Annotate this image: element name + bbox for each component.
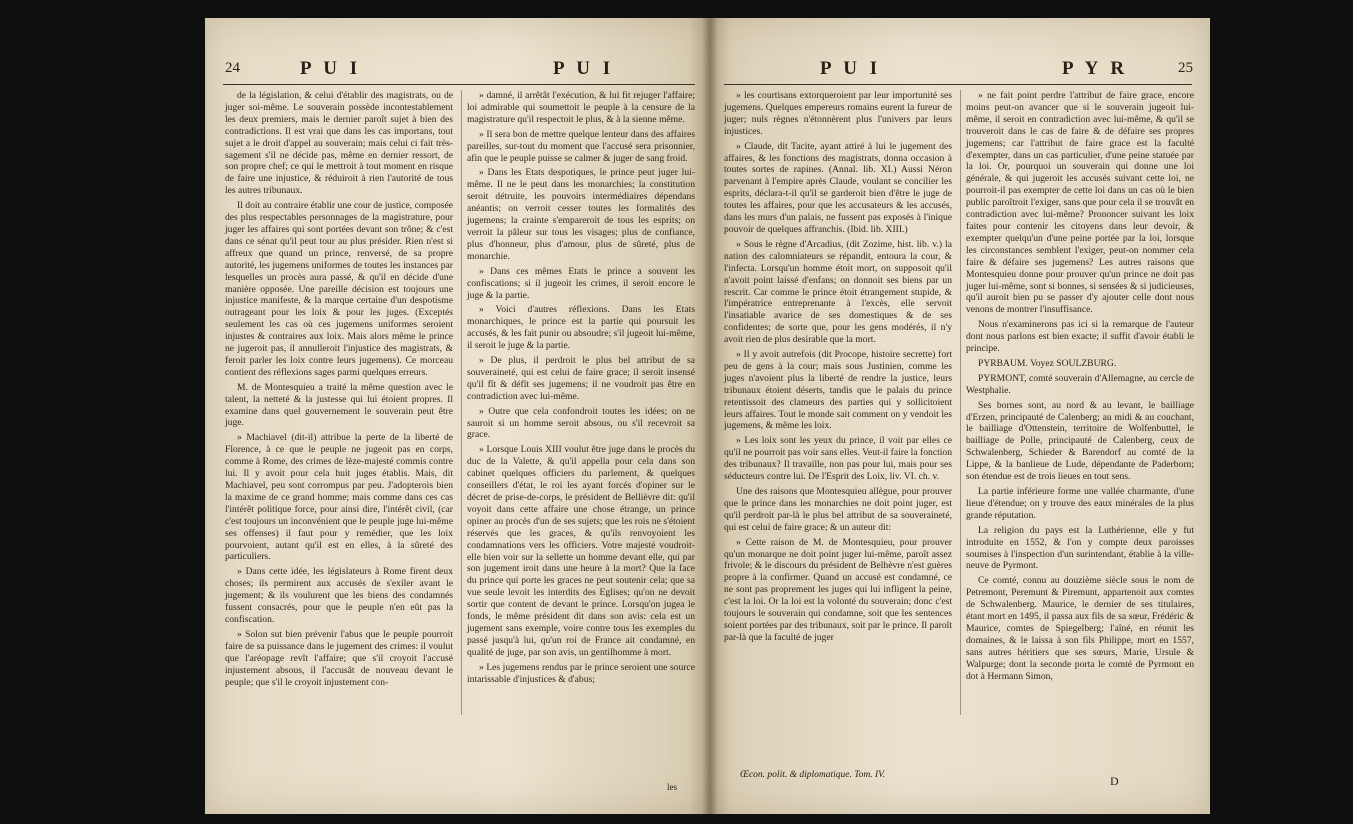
paragraph: M. de Montesquieu a traité la même question avec le talent, la netteté & la justesse qui lui étoient propres. Il examine dans quel gouvernement le souverain peut être juge. <box>225 381 453 429</box>
paragraph: » Dans cette idée, les législateurs à Rome firent deux choses; ils permirent aux accusés de s'exiler avant le jugement; & ils voulurent que les biens des condamnés fussent consacrés, pour que le peuple n'en eût pas la confiscation. <box>225 566 453 626</box>
paragraph: Nous n'examinerons pas ici si la remarque de l'auteur dont nous parlons est bien exacte; il suffit d'avoir établi le principe. <box>966 319 1194 355</box>
head-rule-right <box>724 84 1192 85</box>
left-column-2 <box>467 90 695 689</box>
paragraph: » damné, il arrêtât l'exécution, & lui fit rejuger l'affaire; loi admirable qui soumettoit le peuple à la censure de la magistrature qu'il respectoit le plus, & à la sienne même. <box>467 90 695 126</box>
paragraph: » Machiavel (dit-il) attribue la perte de la liberté de Florence, à ce que le peuple ne jugeoit pas en corps, comme à Rome, des crimes de lèze-majesté commis contre lui. Il y avoit pour cela huit juges établis. Mais, dit Machiavel, peu sont corrompus par peu. J'adopterois bien la maxime de ce grand homme; mais comme dans ces cas l'intérêt politique force, pour ainsi dire, l'intérêt civil, (car c'est toujours un inconvénient que le peuple juge lui-même ses offenses) il faut pour y remédier, que les loix pourvoient, autant qu'il est en elles, à la sûreté des particuliers. <box>225 432 453 563</box>
paragraph: La partie inférieure forme une vallée charmante, d'une lieue d'étendue; on y trouve des eaux minérales de la plus grande réputation. <box>966 486 1194 521</box>
left-column-1 <box>225 90 453 691</box>
paragraph: » Lorsque Louis XIII voulut être juge dans le procès du duc de la Valette, & qu'il appella pour cela dans son cabinet quelques officiers du parlement, & quelques conseillers d'état, le roi les ayant forcés d'opiner sur le décret de prise-de-corps, le président de Bellièvre dit: qu'il voyoit dans cette affaire une chose étrange, un prince opiner au procès d'un de ses sujets; que les rois ne s'étoient réservés que les graces, & qu'ils renvoyoient les condamnations vers les officiers. Votre majesté voudroit-elle bien voir sur la sellette un homme devant elle, qui par son jugement iroit dans une heure à la mort? Que la face du prince qui porte les graces ne peut soutenir cela; que sa vue seule levoit les interdits des Eglises; qu'on ne devoit sortir que content de devant le prince. Lorsqu'on jugea le fonds, le même président dit dans son avis: cela est un jugement sans exemple, voire contre tous les exemples du passé jusqu'à lui, qu'un roi de France ait condamné, en qualité de juge, par son avis, un gentilhomme à mort. <box>467 444 695 658</box>
running-head-right-col1: P U I <box>820 58 882 79</box>
page-number-right: 25 <box>1178 60 1193 76</box>
paragraph: PYRMONT, comté souverain d'Allemagne, au cercle de Westphalie. <box>966 372 1194 396</box>
page-stack-right <box>1208 24 1210 808</box>
paragraph: Une des raisons que Montesquieu allègue, pour prouver que le prince dans les monarchies ne doit point juger, est qu'il perdroit par-là le plus bel attribut de sa souveraineté, qui est celui de faire grace; & un auteur dit: <box>724 486 952 533</box>
page-stack-left <box>205 24 207 808</box>
paragraph: La religion du pays est la Luthérienne, elle y fut introduite en 1552, & l'on y compte deux paroisses soumises à l'inspection d'un surintendant, établie à la ville-neuve de Pyrmont. <box>966 524 1194 572</box>
paragraph: » les courtisans extorqueroient par leur importunité ses jugemens. Quelques empereurs romains eurent la fureur de juger; nuls règnes n'étonnèrent plus l'univers par leurs injustices. <box>724 90 952 138</box>
left-page <box>205 18 710 814</box>
paragraph: de la législation, & celui d'établir des magistrats, ou de juger soi-même. Le souverain possède incontestablement les deux premiers, mais le dernier paroît sujet à bien des contradictions. Il est vrai que dans les cas importans, tout sujet a le droit d'appel au souverain; mais celui ci fait très-sagement s'il ne décide pas, même en dernier ressort, de son propre chef; ce qui le mettroit à tout moment en risque de faire une injustice, & réduiroit à rien l'autorité de tous les autres tribunaux. <box>225 90 453 197</box>
right-column-1 <box>724 90 952 647</box>
catchword: les <box>667 782 677 792</box>
column-divider-right <box>960 90 961 715</box>
paragraph: » Dans ces mêmes Etats le prince a souvent les confiscations; si il jugeoit les crimes, il seroit encore le juge & la partie. <box>467 266 695 302</box>
paragraph: » Sous le règne d'Arcadius, (dit Zozime, hist. lib. v.) la nation des calomniateurs se répandit, entoura la cour, & l'infecta. Lorsqu'un homme étoit mort, on supposoit qu'il n'avoit point laissé d'enfans; on donnoit ses biens par un rescrit. Car comme le prince étoit étrangement stupide, & l'impératrice entreprenante à l'excès, elle servoit l'insatiable avarice de ses domestiques & de ses confidentes; de sorte que, pour les gens modérés, il n'y avoit rien de plus desirable que la mort. <box>724 239 952 346</box>
right-page <box>710 18 1210 814</box>
paragraph: » Les loix sont les yeux du prince, il voit par elles ce qu'il ne pourroit pas voir sans elles. Veut-il faire la fonction des tribunaux? Il travaille, non pas pour lui, mais pour ses séducteurs contre lui. De l'Esprit des Loix, liv. VI. ch. v. <box>724 435 952 483</box>
paragraph: » Outre que cela confondroit toutes les idées; on ne sauroit si un homme seroit absous, ou s'il recevroit sa grace. <box>467 406 695 442</box>
paragraph: » Les jugemens rendus par le prince seroient une source intarissable d'injustices & d'abus; <box>467 662 695 686</box>
paragraph: » Voici d'autres réflexions. Dans les Etats monarchiques, le prince est la partie qui poursuit les accusés, & les fait punir ou absoudre; s'il jugeoit lui-même, il seroit le juge & la partie. <box>467 304 695 352</box>
paragraph: Ce comté, connu au douzième siècle sous le nom de Petremont, Peremunt & Piremunt, appartenoit aux comtes de Schwalenberg. Maurice, le dernier de ses titulaires, étant mort en 1495, il passa aux fils de sa sœur, Frédéric & Maurice, comtes de Spiegelberg; l'aîné, en réunit les domaines, & le laissa à son fils Philippe, mort en 1557, sans autres héritiers que ses sœurs, Marie, Ursule & Walpurge; dont la seconde porta le comté de Pyrmont en dot à Hermann Simon, <box>966 575 1194 682</box>
footer-note: Œcon. polit. & diplomatique. Tom. IV. <box>740 770 886 780</box>
paragraph: Il doit au contraire établir une cour de justice, composée des plus respectables personnages de la magistrature, pour juger les affaires qui sont portées devant son trône; & c'est dans ce sénat qu'il peut tour au plus présider. Rien n'est si affreux que quand un prince, renversé, de sa propre autorité, les jugemens uniformes de toutes les instances par lesquelles un procès aura passé, & qu'il en décide d'une manière opposée. Une pareille décision est toujours une injustice manifeste, & la marque certaine d'un despotisme outrageant pour les loix & pour les juges. (Exceptés seulement les cas où ces jugemens uniformes seroient injustes & contraires aux loix. Mais alors même le prince ne jugeroit pas, il annulleroit l'injustice des magistrats, & feroit parler les loix contre leurs jugemens). Ce morceau contient des réflexions sages parmi quelques erreurs. <box>225 200 453 378</box>
paragraph: » Solon sut bien prévenir l'abus que le peuple pourroit faire de sa puissance dans le jugement des crimes: il voulut que l'aréopage revît l'affaire; que s'il croyoit l'accusé injustement absous, il l'accusât de nouveau devant le peuple; que s'il le croyoit injustement con- <box>225 629 453 689</box>
paragraph: » Cette raison de M. de Montesquieu, pour prouver qu'un monarque ne doit point juger lui-même, paroît assez frivole; & le discours du président de Belhèvre n'est guères propre à la confirmer. Quand un accusé est condamné, ce ne sont pas proprement les juges qui lui infligent la peine, c'est la loi. Or la loi est la volonté du souverain; donc c'est toujours le souverain qui condamne, soit que les sentences soient portées par des tribunaux, soit par le prince. Il paroît par-là que la faculté de juger <box>724 537 952 644</box>
column-divider-left <box>461 90 462 715</box>
running-head-left-col1: P U I <box>300 58 362 79</box>
paragraph: » Dans les Etats despotiques, le prince peut juger lui-même. Il ne le peut dans les monarchies; la constitution seroit détruite, les pouvoirs intermédiaires dépendans anéantis; on verroit cesser toutes les formalités des jugemens; la crainte s'empareroit de tous les esprits; on verroit la pâleur sur tous les visages; plus de confiance, plus d'honneur, plus d'amour, plus de sûreté, plus de monarchie. <box>467 167 695 262</box>
paragraph: » ne fait point perdre l'attribut de faire grace, encore moins peut-on avancer que si le souverain jugeoit lui-même, il seroit en contradiction avec lui-même, & qu'il se trouveroit dans le cas de faire & de défaire ses propres jugemens; car l'attribut de faire grace est la faculté d'exempter, dans un cas particulier, d'une peine statuée par la loi. Or, pourquoi un souverain qui donne une loi générale, & qui jugeroit les accusés suivant cette loi, ne pourroit-il pas exempter de cette loi dans un cas où le bien public paroîtroit l'exiger, sans que pour cela il se trouvât en contradiction avec lui-même? Prononcer suivant les loix faites pour contenir les citoyens dans leur devoir, & exempter quelqu'un d'une peine portée par la loi, lorsque les circonstances semblent l'exiger, peut-on nommer cela faire & défaire ses jugemens? Les autres raisons que Montesquieu donne pour prouver qu'un prince ne doit pas juger lui-même, sont si bonnes, si sensées & si judicieuses, qu'il auroit bien pu se passer d'y ajouter celle dont nous venons de montrer l'insuffisance. <box>966 90 1194 316</box>
paragraph: » De plus, il perdroit le plus bel attribut de sa souveraineté, qui est celui de faire grace; il seroit insensé qu'il fît & défît ses jugemens; il ne voudroit pas être en contradiction avec lui-même. <box>467 355 695 403</box>
paragraph: » Claude, dit Tacite, ayant attiré à lui le jugement des affaires, & les fonctions des magistrats, donna occasion à toutes sortes de rapines. (Annal. lib. XI.) Aussi Néron parvenant à l'empire après Claude, voulant se concilier les esprits, déclara-t-il qu'il se garderoit bien d'être le juge de toutes les affaires, pour que les accusateurs & les accusés, dans les murs d'un palais, ne fussent pas exposés à l'inique pouvoir de quelques affranchis. (Ibid. lib. XIII.) <box>724 141 952 236</box>
paragraph: PYRBAUM. Voyez SOULZBURG. <box>978 357 1117 369</box>
running-head-right-col2: P Y R <box>1062 58 1129 79</box>
right-column-2 <box>966 90 1194 686</box>
paragraph: Ses bornes sont, au nord & au levant, le bailliage d'Erzen, principauté de Calenberg; au midi & au couchant, le bailliage d'Ottenstein, territoire de Wolfenbuttel, le bailliage de Polle, principauté de Calenberg, ceux de Schwalenberg, Schieder & Barendorf au comté de la Lippe, & la banlieue de Lude, dépendante de Paderborn; son étendue est de trois lieues en tout sens. <box>966 399 1194 483</box>
book-gutter <box>702 18 718 814</box>
page-number-left: 24 <box>225 60 240 76</box>
running-head-left-col2: P U I <box>553 58 615 79</box>
paragraph: » Il sera bon de mettre quelque lenteur dans des affaires pareilles, sur-tout du moment que l'accusé sera prisonnier, afin que le peuple puisse se calmer & juger de sang froid. <box>467 129 695 165</box>
head-rule-left <box>223 84 695 85</box>
signature-mark: D <box>1110 774 1119 788</box>
open-book <box>205 18 1210 814</box>
paragraph: » Il y avoit autrefois (dit Procope, histoire secrette) fort peu de gens à la cour; mais sous Justinien, comme les juges n'avoient plus la liberté de rendre la justice, leurs tribunaux étoient déserts, tandis que le palais du prince retentissoit des clameurs des parties qui y sollicitoient leurs affaires. Tout le monde sait comment on y vendoit les jugemens, & même les loix. <box>724 349 952 432</box>
